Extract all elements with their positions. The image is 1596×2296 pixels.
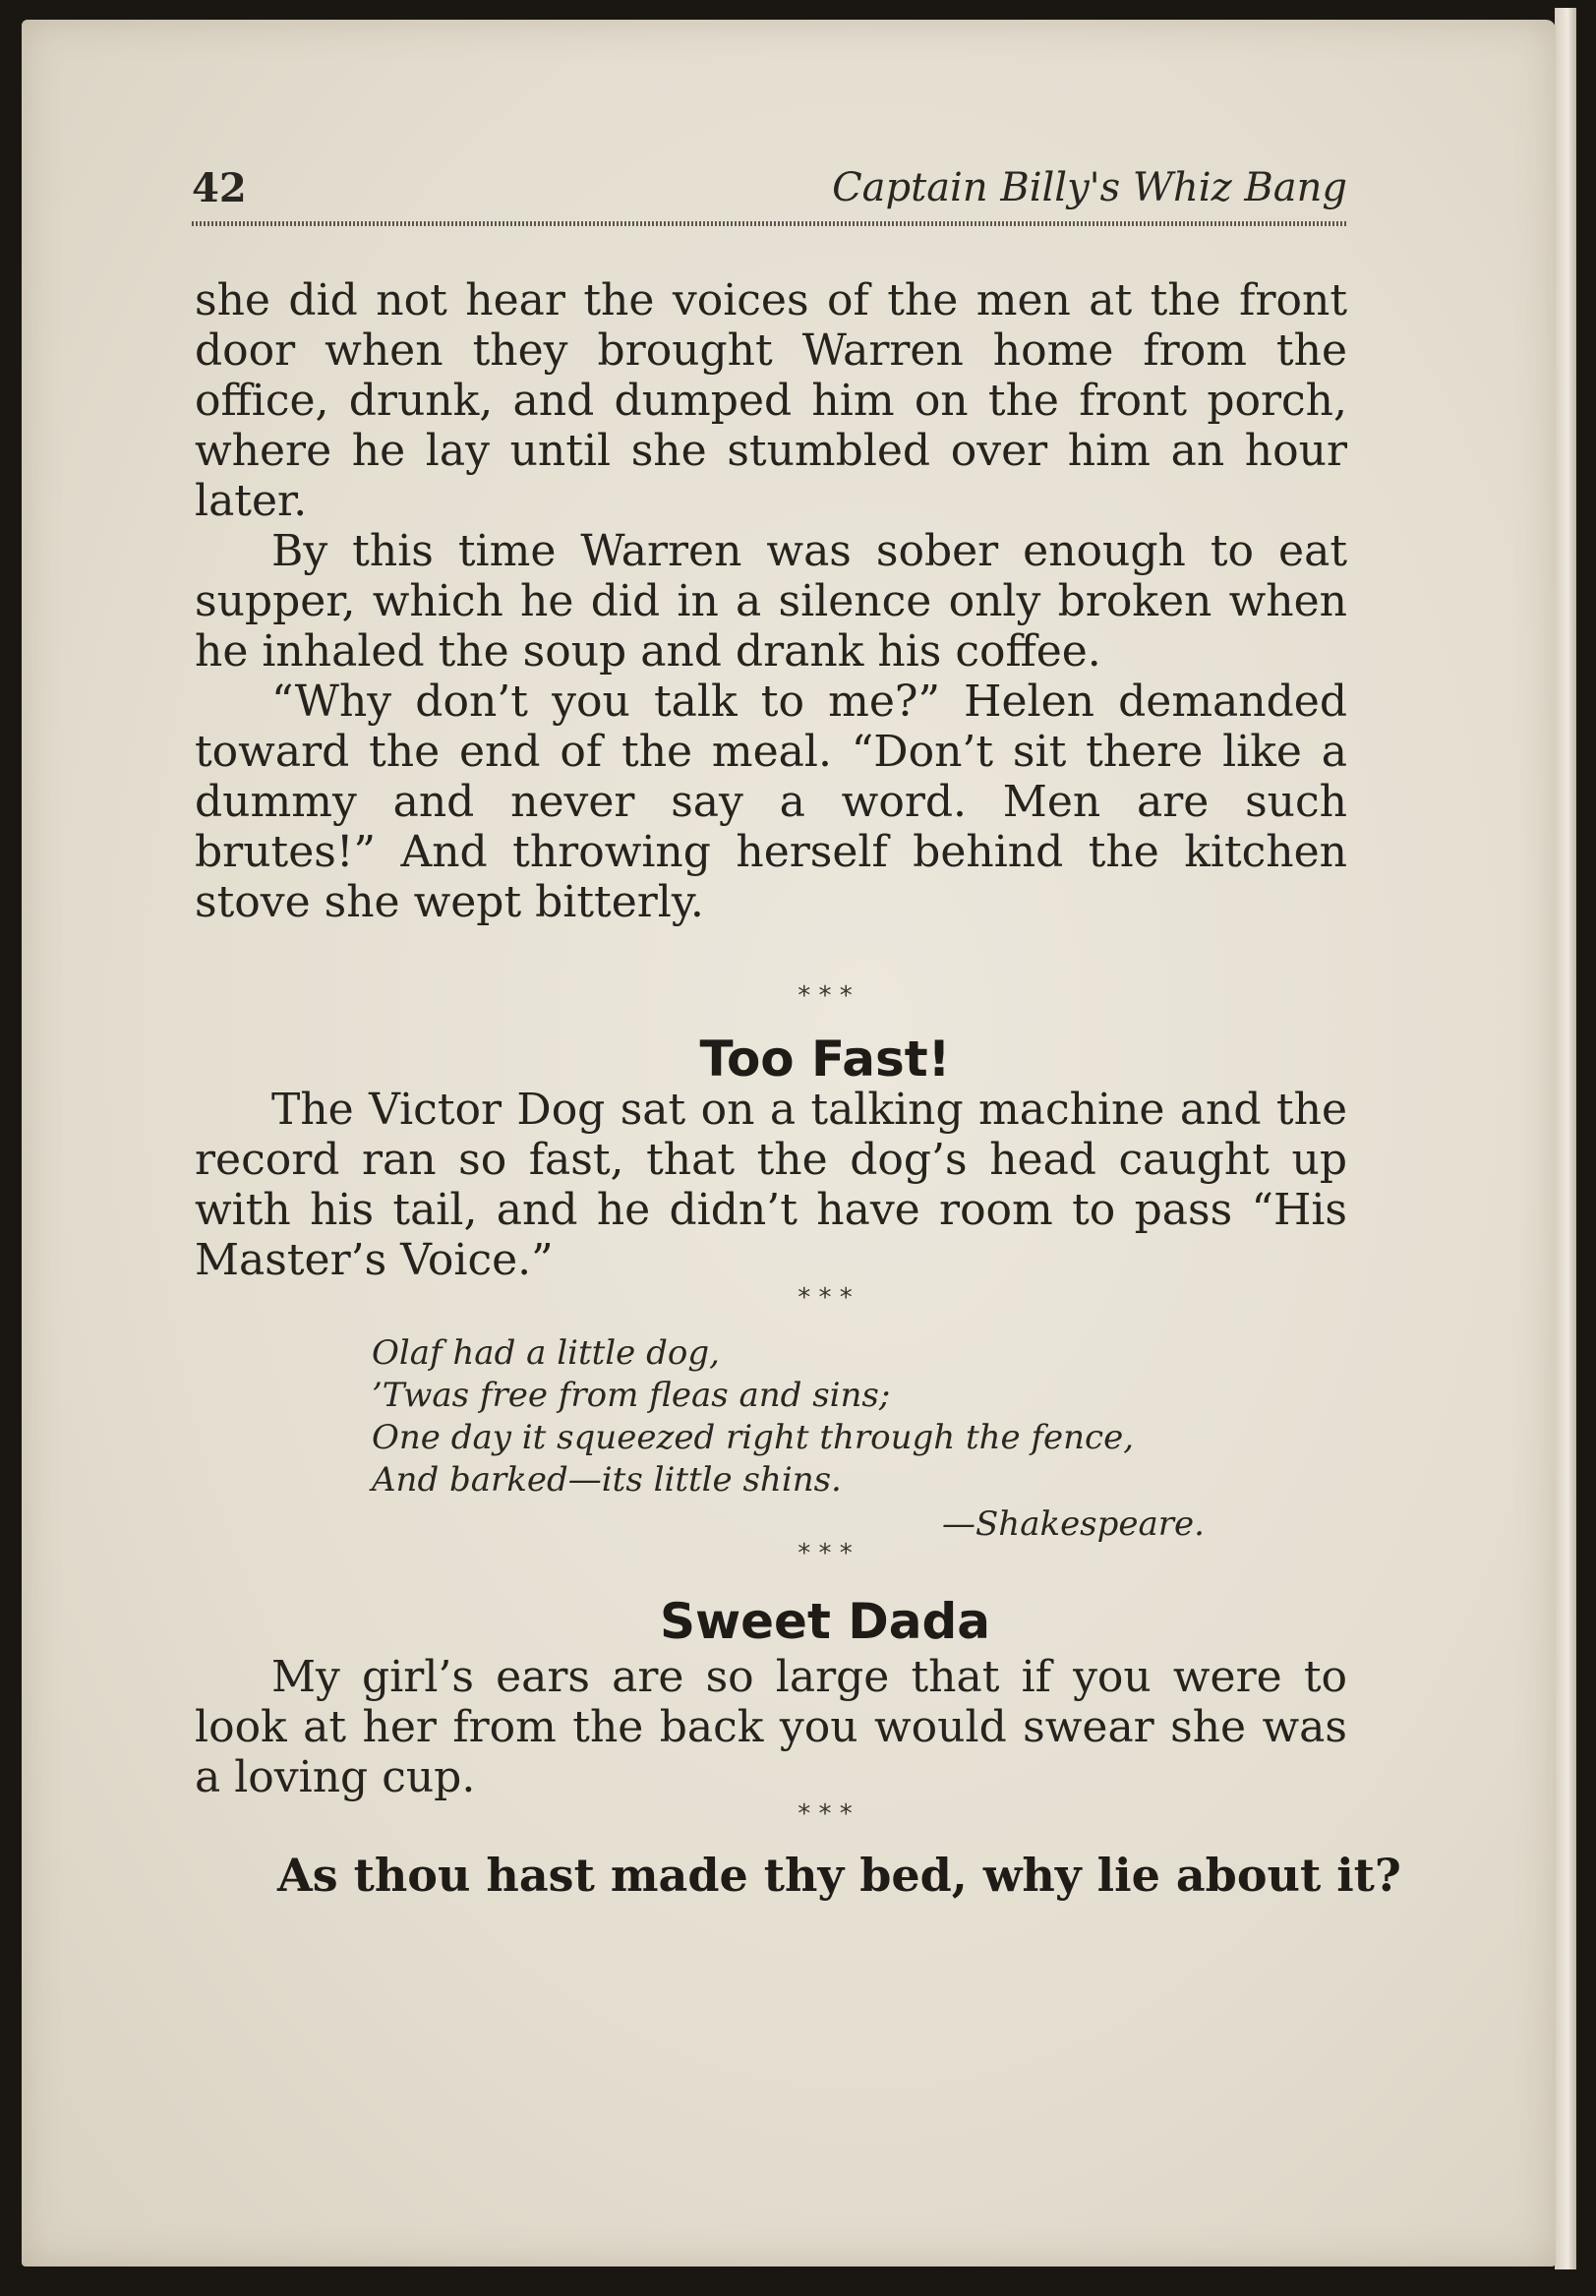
page-edge [1555,8,1576,2269]
section-separator: * * * [798,1539,853,1568]
too-fast-heading: Too Fast! [699,1030,951,1088]
header-title: Captain Billy's Whiz Bang [832,165,1347,210]
poem-line: And barked—its little shins. [372,1460,842,1500]
story-continued [195,275,1347,927]
poem-line: Olaf had a little dog, [372,1333,720,1373]
header-rule [192,221,1347,226]
sweet-dada-text: My girl’s ears are so large that if you were to look at her from the back you would swear she was a loving cup. [195,1652,1347,1802]
story-paragraph: she did not hear the voices of the men at the front door when they brought Warren home from the office, drunk, and dumped him on the front porch, where he lay until she stumbled over him an hour later. [195,275,1347,526]
poem-line: One day it squeezed right through the fence, [372,1418,1135,1457]
poem-attribution: —Shakespeare. [942,1504,1205,1544]
too-fast-text: The Victor Dog sat on a talking machine and the record ran so fast, that the dog’s head caught up with his tail, and he didn’t have room to pass “His Master’s Voice.” [195,1085,1347,1285]
story-paragraph: By this time Warren was sober enough to eat supper, which he did in a silence only broken when he inhaled the soup and drank his coffee. [195,526,1347,677]
poem [372,1332,1227,1501]
section-separator: * * * [798,1799,853,1829]
running-head [192,165,1347,224]
poem-line: ’Twas free from fleas and sins; [372,1376,891,1415]
sweet-dada-heading: Sweet Dada [659,1593,991,1650]
page-number: 42 [192,165,247,211]
too-fast-body [195,1085,1347,1285]
section-separator: * * * [798,981,853,1011]
section-separator: * * * [798,1283,853,1313]
closing-line: As thou hast made thy bed, why lie about it? [277,1849,1401,1902]
story-paragraph: “Why don’t you talk to me?” Helen demanded toward the end of the meal. “Don’t sit there like a dummy and never say a word. Men are such brutes!” And throwing herself behind the kitchen stove she wept bitterly. [195,677,1347,927]
sweet-dada-body [195,1652,1347,1802]
